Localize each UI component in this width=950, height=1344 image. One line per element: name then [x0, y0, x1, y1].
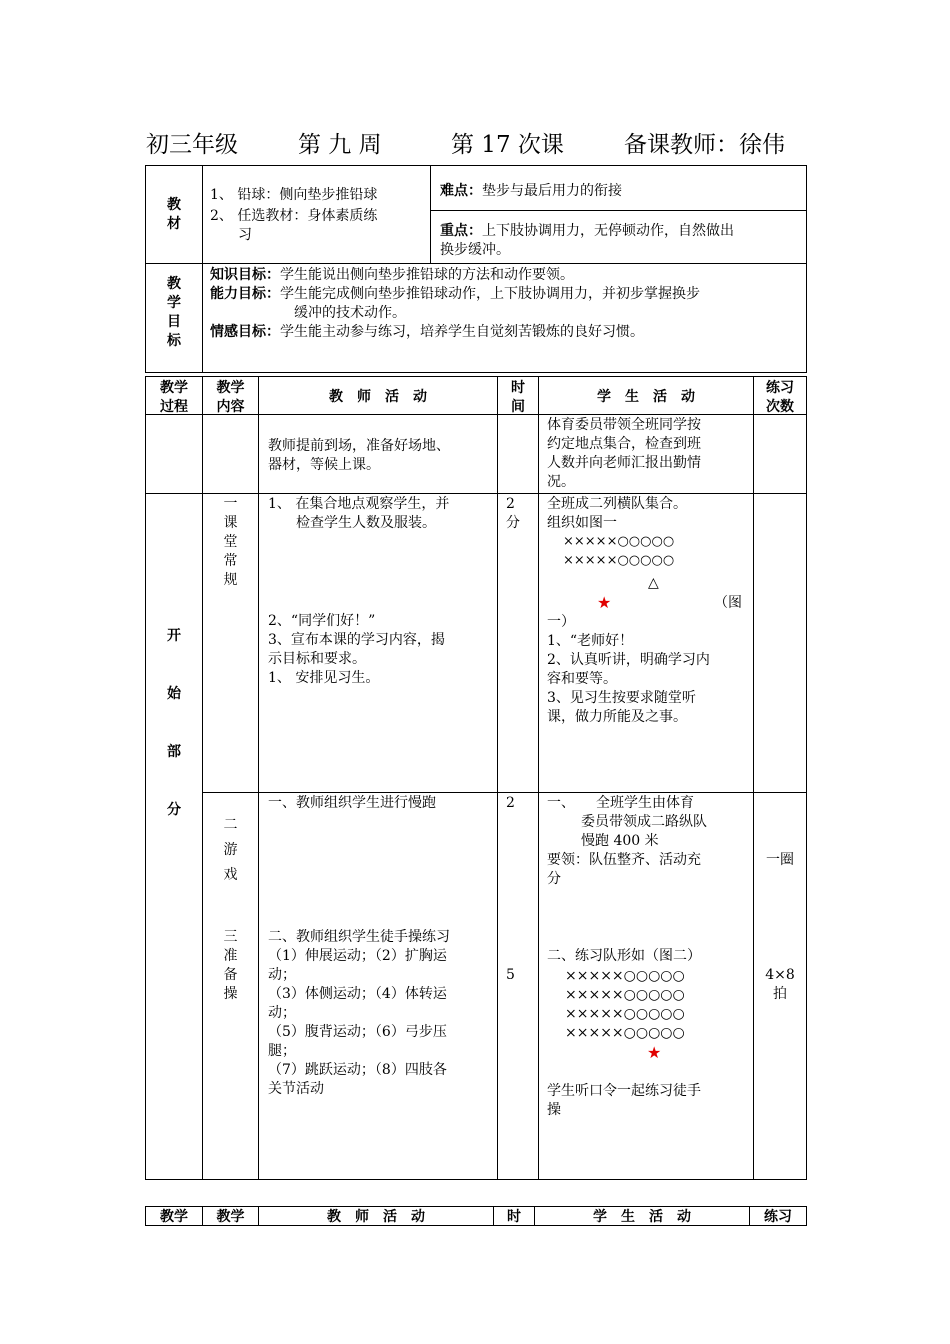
warmup-time: 5	[506, 967, 515, 983]
col-content-header: 教学 内容	[216, 380, 245, 415]
game-student: 一、 全班学生由体育 委员带领成二路纵队 慢跑 400 米 要领：队伍整齐、活动充 分	[547, 795, 707, 887]
material-item-2: 2、 任选教材：身体素质练 习	[210, 208, 378, 243]
next-col-teacher: 教 师 活 动	[327, 1209, 425, 1225]
formation-2: ×××××○○○○○ ×××××○○○○○ ×××××○○○○○ ×××××○○○○○	[565, 968, 685, 1041]
material-item-1: 1、 铅球：侧向垫步推铅球	[210, 187, 378, 203]
routine-student-2: 1、“老师好！ 2、认真听讲，明确学习内 容和要等。 3、见习生按要求随堂听 课，做力所能及之事。	[547, 633, 710, 725]
teacher-label: 备课教师：徐伟	[624, 132, 785, 158]
next-col-time: 时	[507, 1209, 521, 1225]
routine-teacher-1: 1、 在集合地点观察学生，并 检查学生人数及服装。	[268, 496, 450, 531]
next-col-count: 练习	[764, 1209, 792, 1225]
warmup-student-end: 学生听口令一起练习徒手 操	[547, 1083, 701, 1118]
grade-label: 初三年级	[146, 132, 238, 158]
routine-time: 2 分	[506, 496, 520, 531]
next-col-student: 学 生 活 动	[593, 1209, 691, 1225]
preclass-student: 体育委员带领全班同学按 约定地点集合，检查到班 人数并向老师汇报出勤情 况。	[547, 417, 701, 490]
goals-text: 知识目标：学生能说出侧向垫步推铅球的方法和动作要领。 能力目标：学生能完成侧向垫步推铅球动作，上下肢协调用力，并初步掌握换步 缓冲的技术动作。 情感目标：学生能主动参与练习，培养学生自觉刻苦锻炼的良好习惯。	[210, 267, 700, 340]
lesson-label: 第 17 次课	[451, 132, 564, 158]
triangle-icon: △	[648, 575, 659, 591]
teacher-star-icon: ★	[597, 593, 612, 612]
next-col-content: 教学	[216, 1209, 245, 1225]
next-col-process: 教学	[160, 1209, 188, 1225]
col-time-header: 时 间	[511, 380, 525, 415]
game-count: 一圈	[766, 852, 794, 868]
week-label: 第 九 周	[298, 132, 382, 158]
warmup-teacher: 二、教师组织学生徒手操练习 （1）伸展运动；（2）扩胸运 动； （3）体侧运动；（4）体转运 动； （5）腹背运动；（6）弓步压 腿； （7）跳跃运动；（8）四肢各 关节活动	[268, 929, 450, 1097]
game-teacher: 一、教师组织学生进行慢跑	[268, 795, 436, 811]
key-point: 重点：上下肢协调用力，无停顿动作，自然做出 换步缓冲。	[440, 223, 734, 258]
routine-student-1: 全班成二列横队集合。 组织如图一	[547, 496, 687, 531]
start-section-label: 开 始 部 分	[167, 628, 181, 818]
col-process-header: 教学 过程	[160, 380, 188, 415]
formation-1-row-2: ×××××○○○○○	[563, 553, 675, 568]
formation-1-row-1: ×××××○○○○○	[563, 534, 675, 549]
routine-teacher-2: 2、“同学们好！” 3、宣布本课的学习内容，揭 示目标和要求。 1、 安排见习生。	[268, 613, 445, 686]
game-label: 二 游 戏	[223, 817, 238, 883]
difficulty: 难点：垫步与最后用力的衔接	[440, 183, 622, 199]
materials-label: 教 材	[167, 197, 181, 232]
preclass-teacher: 教师提前到场，准备好场地、 器材，等候上课。	[268, 438, 450, 473]
routine-label: 一 课 堂 常 规	[223, 496, 238, 588]
col-count-header: 练习 次数	[766, 380, 794, 415]
warmup-count: 4×8 拍	[765, 967, 795, 1002]
warmup-label: 三 准 备 操	[223, 929, 238, 1002]
figure-1-caption-a: （图	[714, 595, 742, 611]
goals-label: 教 学 目 标	[167, 276, 181, 349]
col-student-header: 学 生 活 动	[597, 389, 695, 405]
warmup-student-title: 二、练习队形如（图二）	[547, 948, 701, 964]
teacher-star-icon-2: ★	[647, 1043, 662, 1062]
game-time: 2	[506, 795, 515, 811]
figure-1-caption-b: 一）	[547, 614, 575, 630]
col-teacher-header: 教 师 活 动	[329, 389, 427, 405]
